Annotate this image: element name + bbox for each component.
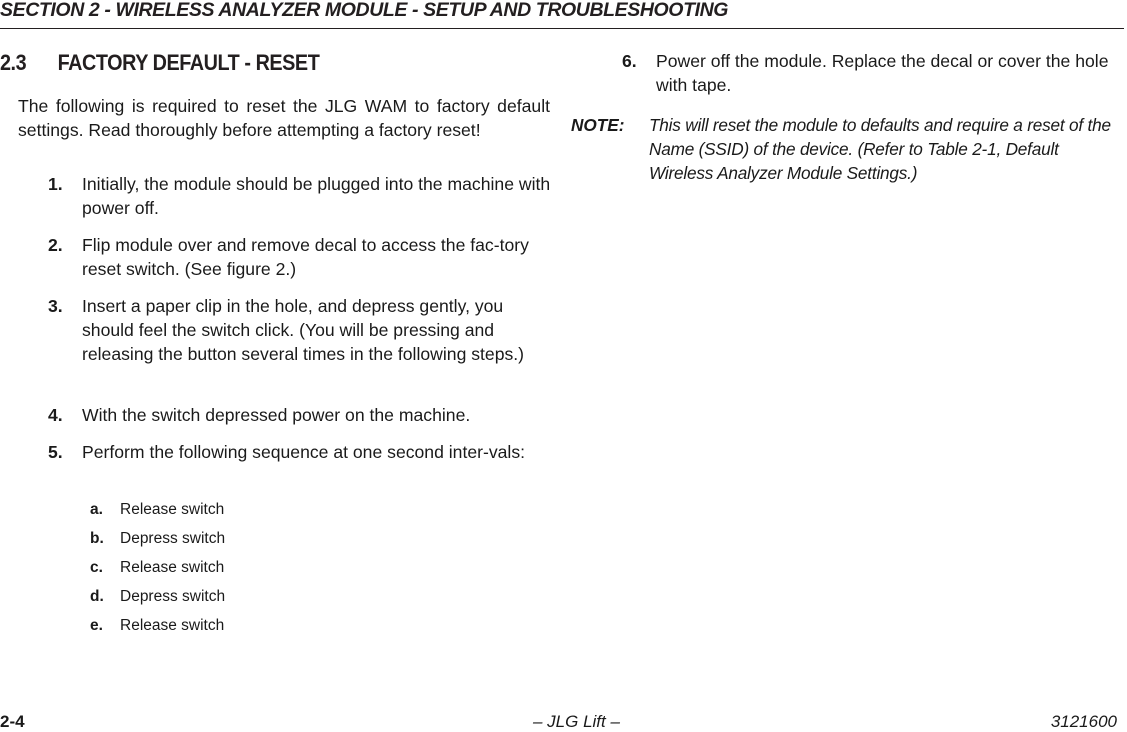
document-number: 3121600 [1050, 712, 1117, 731]
step-text: With the switch depressed power on the machine. [82, 405, 471, 425]
substep-e [90, 616, 224, 636]
step-number: 2. [48, 235, 63, 255]
step-text: Flip module over and remove decal to access the fac-tory reset switch. (See figure 2.) [82, 235, 529, 279]
step-number: 1. [48, 174, 63, 194]
note-label: NOTE: [571, 115, 625, 135]
page-footer [0, 712, 1124, 732]
substep-letter: c. [90, 559, 103, 576]
substep-letter: d. [90, 588, 104, 605]
step-1 [48, 172, 552, 220]
substep-text: Depress switch [120, 588, 226, 605]
step-number: 3. [48, 296, 63, 316]
section-title: FACTORY DEFAULT - RESET [57, 50, 320, 75]
section-number: 2.3 [0, 50, 27, 75]
step-number: 4. [48, 405, 63, 425]
header-title: SECTION 2 - WIRELESS ANALYZER MODULE - SETUP AND TROUBLESHOOTING [0, 0, 729, 21]
substep-text: Release switch [120, 559, 225, 576]
substep-text: Release switch [120, 501, 225, 518]
substep-letter: e. [90, 617, 103, 634]
step-6 [622, 49, 1122, 97]
substep-c [90, 558, 224, 578]
step-text: Insert a paper clip in the hole, and depress gently, you should feel the switch click. (You will be pressing and releasing the button several times in the following steps.) [82, 296, 525, 364]
step-5 [48, 440, 552, 464]
substep-text: Depress switch [120, 530, 226, 547]
substep-b [90, 529, 225, 549]
substep-letter: b. [90, 530, 104, 547]
step-number: 6. [622, 51, 637, 71]
step-4 [48, 403, 552, 427]
section-heading [0, 50, 319, 76]
note-text: This will reset the module to defaults and require a reset of the Name (SSID) of the device. (Refer to Table 2-1, Default Wireless Analyzer Module Settings.) [649, 115, 1111, 183]
note-block [571, 113, 1127, 185]
step-text: Perform the following sequence at one second inter-vals: [82, 442, 526, 462]
step-text: Initially, the module should be plugged into the machine with power off. [82, 174, 551, 218]
footer-center-text: – JLG Lift – [533, 712, 620, 731]
page-header [0, 0, 1124, 29]
page-number: 2-4 [0, 712, 25, 731]
step-3 [48, 294, 552, 366]
substep-letter: a. [90, 501, 103, 518]
substep-text: Release switch [120, 617, 225, 634]
intro-paragraph: The following is required to reset the JLG WAM to factory default settings. Read thoroughly before attempting a factory reset! [18, 96, 550, 140]
step-text: Power off the module. Replace the decal or cover the hole with tape. [656, 51, 1109, 95]
step-2 [48, 233, 552, 281]
step-number: 5. [48, 442, 63, 462]
substep-a [90, 500, 224, 520]
substep-d [90, 587, 225, 607]
